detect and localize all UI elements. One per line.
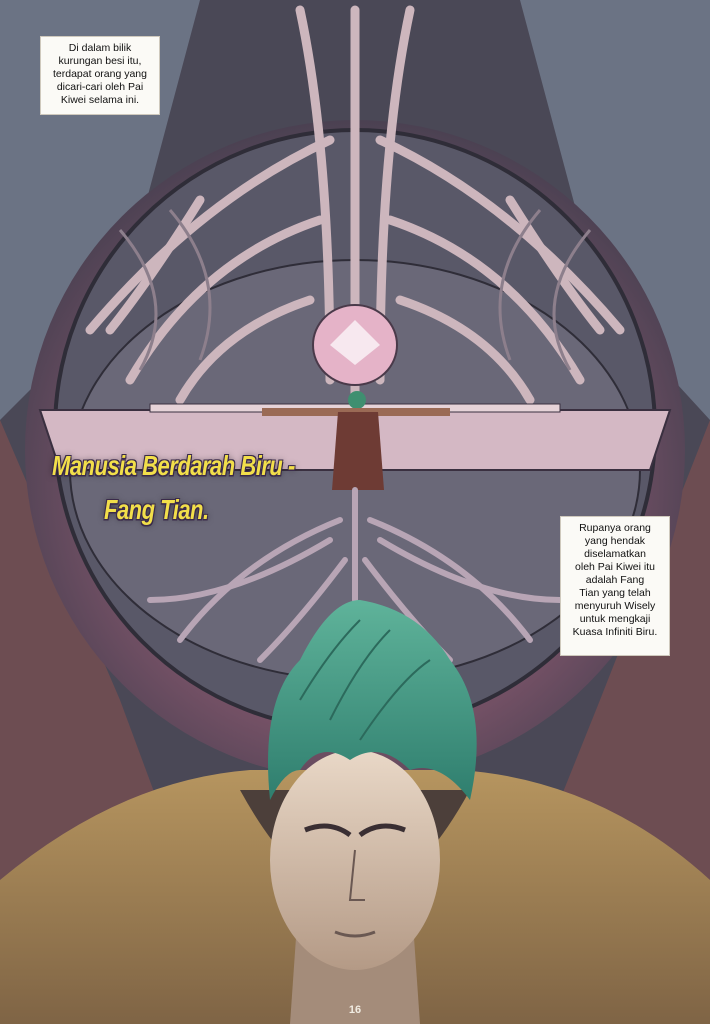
page-number: 16 [348,1004,362,1016]
caption-line: kurungan besi itu, [58,55,142,67]
caption-line: untuk mengkaji [579,613,651,625]
caption-line: yang hendak [584,535,646,547]
chapter-title-line-1: Manusia Berdarah Biru - [52,450,295,482]
caption-box-right [560,516,670,656]
caption-box-top [40,36,160,115]
caption-line: Kuasa Infiniti Biru. [572,626,658,638]
caption-line: Tian yang telah [579,587,651,599]
caption-line: diselamatkan [584,548,646,560]
caption-line: oleh Pai Kiwei itu [575,561,655,573]
caption-line: Rupanya orang [579,522,651,534]
chapter-title-line-2: Fang Tian. [104,494,209,526]
caption-line: Kiwei selama ini. [60,94,140,106]
caption-line: terdapat orang yang [53,68,147,80]
caption-line: dicari-cari oleh Pai [56,81,144,93]
caption-line: menyuruh Wisely [574,600,656,612]
caption-line: Di dalam bilik [68,42,132,54]
caption-line: adalah Fang [585,574,645,586]
